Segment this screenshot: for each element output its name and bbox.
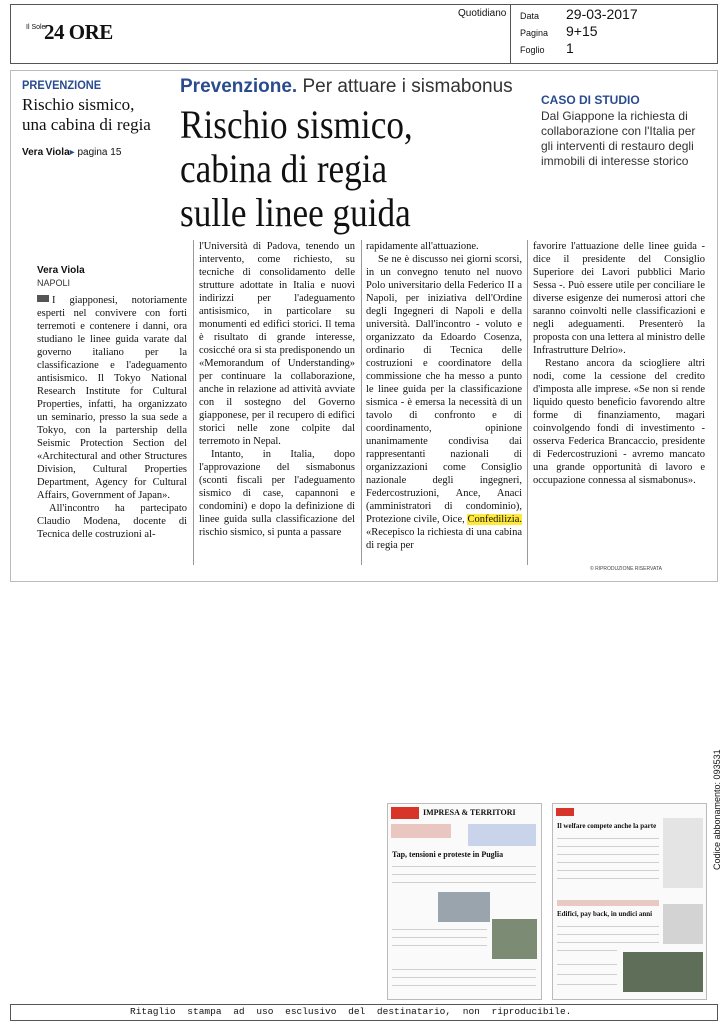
column-divider	[361, 240, 362, 565]
author-name: Vera Viola	[37, 265, 85, 276]
thumbnail-text-line	[392, 937, 487, 938]
thumbnail-text-line	[392, 969, 536, 970]
headline-title	[180, 103, 413, 235]
masthead-logo-small: Il Sole	[26, 24, 46, 31]
summary-title-line2: una cabina di regia	[22, 115, 151, 134]
headline-title-line2: cabina di regia	[180, 146, 388, 191]
thumbnail-text-line	[392, 945, 487, 946]
thumbnail-text-line	[557, 964, 617, 965]
thumbnail-headline: Tap, tensioni e proteste in Puglia	[392, 850, 504, 859]
thumbnail-text-line	[557, 862, 659, 863]
summary-kicker: PREVENZIONE	[22, 78, 102, 92]
thumbnail-text-line	[392, 929, 487, 930]
date-label: Data	[520, 11, 540, 21]
thumbnail-photo	[492, 919, 537, 959]
copyright-note: © RIPRODUZIONE RISERVATA	[590, 566, 662, 572]
thumbnail-text-line	[557, 926, 659, 927]
header-divider	[510, 4, 511, 63]
thumbnail-text-line	[557, 950, 617, 951]
thumbnail-text-line	[557, 934, 659, 935]
thumbnail-text-line	[557, 838, 659, 839]
thumbnail-text-line	[557, 846, 659, 847]
masthead-logo: 24 ORE	[44, 20, 113, 44]
thumbnail-section-title: IMPRESA & TERRITORI	[423, 808, 516, 817]
arrow-right-icon: ▸	[69, 147, 75, 158]
thumbnail-banner	[391, 824, 451, 838]
sheet-value: 1	[566, 40, 574, 56]
thumbnail-text-line	[557, 984, 617, 985]
footer-notice: Ritaglio stampa ad uso esclusivo del destinatario, non riproducibile.	[130, 1006, 572, 1017]
body-paragraph	[37, 294, 187, 502]
publication-type: Quotidiano	[458, 8, 507, 19]
body-column-1	[37, 294, 187, 541]
highlighted-term: Confedilizia.	[467, 514, 523, 525]
thumbnail-banner	[468, 824, 536, 846]
case-study-kicker: CASO DI STUDIO	[541, 93, 640, 107]
thumbnail-photo	[623, 952, 703, 992]
thumbnail-banner	[557, 900, 659, 906]
thumbnail-text-line	[557, 870, 659, 871]
thumbnail-headline: Edifici, pay back, in undici anni	[557, 910, 653, 918]
thumbnail-photo	[438, 892, 490, 922]
subscription-code: Codice abbonamento: 093531	[712, 749, 722, 870]
body-paragraph: rapidamente all'attuazione.	[366, 241, 479, 252]
body-column-4	[533, 240, 705, 487]
date-value: 29-03-2017	[566, 6, 638, 22]
summary-byline-page: pagina 15	[74, 147, 122, 158]
thumbnail-text-line	[392, 874, 536, 875]
page-label: Pagina	[520, 28, 549, 38]
body-paragraph: Restano ancora da sciogliere altri nodi, come la cessione del credito d'imposta alle imprese. «Se non si rende liquido questo beneficio favorendo altre forme di finanziamento, magari coinvolgendo fondi di investimento - osserva Federica Brancaccio, presidente di Federcostruzioni - avremo mancato una grande opportunità di lavoro e occupazione connessa al sismabonus».	[533, 358, 705, 486]
lead-mark-icon	[37, 295, 49, 302]
body-paragraph: Intanto, in Italia, dopo l'approvazione del sismabonus (sconti fiscali per l'adeguamento sismico di case, capannoni e condomini) e dopo la definizione di linee guida sulla classificazione del rischio sismico, si punta a passare	[199, 449, 355, 538]
thumbnail-text-line	[557, 942, 659, 943]
summary-title	[22, 95, 151, 135]
headline-title-line1: Rischio sismico,	[180, 102, 413, 147]
thumbnail-text-line	[392, 866, 536, 867]
thumbnail-logo-block	[391, 807, 419, 819]
author-place: NAPOLI	[37, 278, 71, 288]
summary-title-line1: Rischio sismico,	[22, 95, 135, 114]
page-thumbnail-right	[552, 803, 707, 1000]
headline-kicker	[180, 76, 513, 98]
page-value: 9+15	[566, 23, 598, 39]
body-text: Se ne è discusso nei giorni scorsi, in un convegno tenuto nel nuovo Polo universitario della Federico II a Napoli, per iniziativa dell'Ordine degli Ingegneri di Napoli e della università. Dall'incontro - voluto e organizzato da Edoardo Cosenza, ordinario di Tecnica delle costruzioni e coordinatore della commissione che ha messo a punto le linee guida per la classificazione sismica - è emersa la necessità di un tavolo di confronto e di coordinamento, opinione unanimamente condivisa dai rappresentanti nazionali di organizzazioni come Consiglio nazionale degli ingegneri, Federcostruzioni, Ance, Anaci (amministratori di condominio), Protezione civile, Oice,	[366, 254, 522, 525]
headline-title-line3: sulle linee guida	[180, 190, 411, 235]
headline-kicker-rest: Per attuare i sismabonus	[297, 76, 513, 97]
thumbnail-text-line	[557, 878, 659, 879]
headline-kicker-bold: Prevenzione.	[180, 76, 298, 97]
body-paragraph: All'incontro ha partecipato Claudio Modena, docente di Tecnica delle costruzioni al-	[37, 503, 187, 540]
summary-byline	[22, 147, 121, 158]
thumbnail-sidebar	[663, 818, 703, 888]
page-thumbnail-left	[387, 803, 542, 1000]
body-paragraph: favorire l'attuazione delle linee guida - dice il presidente del Consiglio Superiore dei Lavori pubblici Mario Sessa -. Può essere utile per conciliare le diverse esigenze dei numerosi attori che saranno coinvolti nelle classificazioni e negli adeguamenti. Presenterò la proposta con una lettera al ministro delle Infrastrutture Delrio».	[533, 241, 705, 356]
sheet-label: Foglio	[520, 45, 545, 55]
column-divider	[527, 240, 528, 565]
thumbnail-text-line	[392, 882, 536, 883]
body-text: I giapponesi, notoriamente esperti nel convivere con forti terremoti e contenere i danni, ora studiano le linee guida varate dal governo italiano per la classificazione e l'adeguamento antisismico. Il Tokyo National Research Institute for Cultural Properties, infatti, ha organizzato un seminario, presso la sua sede a Tokyo, con la partership della Seismic Protection Section del «Architectural and other Structures Division, Cultural Properties Department, Agency for Cultural Affairs, Government of Japan».	[37, 295, 187, 501]
thumbnail-sidebar	[663, 904, 703, 944]
thumbnail-text-line	[392, 985, 536, 986]
thumbnail-text-line	[392, 977, 536, 978]
thumbnail-headline: Il welfare compete anche la parte	[557, 822, 657, 830]
body-column-2	[199, 240, 355, 539]
summary-byline-author: Vera Viola	[22, 147, 70, 158]
thumbnail-logo-block	[556, 808, 574, 816]
thumbnail-text-line	[557, 854, 659, 855]
thumbnail-text-line	[557, 974, 617, 975]
body-text: «Recepisco la richiesta di una cabina di regia per	[366, 527, 522, 551]
body-paragraph	[366, 253, 522, 552]
body-column-3	[366, 240, 522, 552]
body-paragraph: l'Università di Padova, tenendo un intervento, come richiesto, su tecniche di consolidamento delle strutture adottate in Italia e nuovi indirizzi per l'adeguamento antisismico, in particolare su monumenti ed edifici storici. Il tema è risultato di grande interesse, cosicché ora si sta predisponendo un «Memorandum of Understanding» per continuare la collaborazione, anche in relazione ad attività avviate con il sostegno del Governo giapponese, per il recupero di edifici storici nelle zone colpite dal terremoto in Nepal.	[199, 241, 355, 447]
column-divider	[193, 240, 194, 565]
case-study-text: Dal Giappone la richiesta di collaborazione con l'Italia per gli interventi di restauro degli immobili di interesse storico	[541, 109, 696, 168]
